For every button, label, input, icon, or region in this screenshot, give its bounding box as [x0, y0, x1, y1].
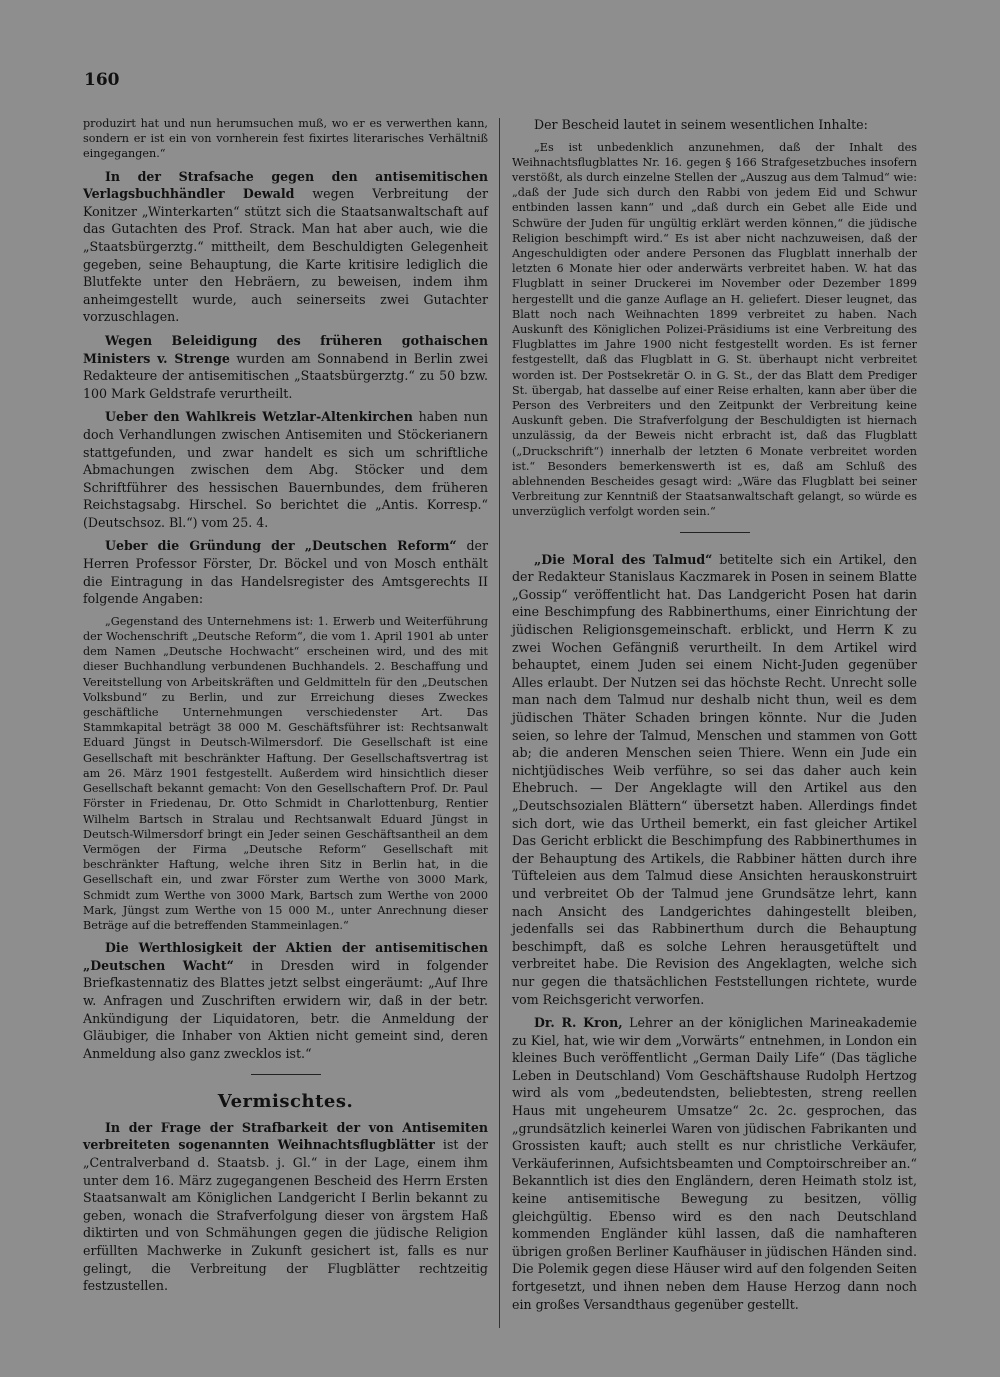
- article-talmud: [512, 551, 917, 1008]
- article-divider: [680, 532, 750, 533]
- article-body: wegen Verbreitung der Konitzer „Winterkarten“ stützt sich die Staatsanwaltschaft auf das Gutachten des Prof. Strack. Man hat aber auch, wie die „Staatsbürgerztg.“ mittheilt, dem Beschuldigten Gelegenheit gegeben, seine Behauptung, die Karte kritisire lediglich die Blutfekte unter den Hebräern, zu beweisen, indem ihm anheimgestellt wurde, auch seinerseits zwei Gutachter vorzuschlagen.: [83, 186, 488, 325]
- article-wetzlar: [83, 408, 488, 531]
- article-body: wurden am Sonnabend in Berlin zwei Redakteure der antisemitischen „Staatsbürgerztg.“ zu 50 bzw. 100 Mark Geldstrafe verurtheilt.: [83, 350, 488, 401]
- article-heading: „Die Moral des Talmud“: [534, 551, 713, 567]
- article-body: betitelte sich ein Artikel, den der Redakteur Stanislaus Kaczmarek in Posen in seinem Blatte „Gossip“ veröffentlicht hat. Das Landgericht Posen hat darin eine Beschimpfung des Rabbinerthums, einer Einrichtung der jüdischen Religionsgemeinschaft. erblickt, und Herrn K zu zwei Wochen Gefängniß verurtheilt. In dem Artikel wird behauptet, einem Juden sei einem Nicht-Juden gegenüber Alles erlaubt. Der Nutzen sei das höchste Recht. Unrecht solle man nach dem Talmud nur deshalb nicht thun, weil es dem jüdischen Thäter Schaden bringen könnte. Nur die Juden seien, so lehre der Talmud, Menschen und stammen von Gott ab; die anderen Menschen seien Thiere. Wenn ein Jude ein nichtjüdisches Weib verführe, so sei das daher auch kein Ehebruch. — Der Angeklagte will den Artikel aus den „Deutschsozialen Blättern“ übersetzt haben. Allerdings findet sich dort, wie das Urtheil bemerkt, ein fast gleicher Artikel Das Gericht erblickt die Beschimpfung des Rabbinerthumes in der Behauptung des Artikels, die Rabbiner hätten durch ihre Tüfteleien aus dem Talmud diese Ansichten herauskonstruirt und verbreitet Ob der Talmud jene Grundsätze lehrt, kann nach Ansicht des Landgerichtes dahingestellt bleiben, jedenfalls sei das Rabbinerthum durch die Behauptung beschimpft, daß es solche Lehren herausgetüftelt und verbreitet habe. Die Revision des Angeklagten, welche sich nur gegen die thatsächlichen Feststellungen richtete, wurde vom Reichsgericht verworfen.: [512, 551, 917, 1007]
- right-column: [512, 116, 917, 1319]
- column-divider: [499, 118, 500, 1328]
- article-heading: Ueber den Wahlkreis Wetzlar-Altenkirchen: [105, 409, 413, 425]
- article-body: Lehrer an der königlichen Marineakademie zu Kiel, hat, wie wir dem „Vorwärts“ entnehmen, in London ein kleines Buch veröffentlicht „German Daily Life“ (Das tägliche Leben in Deutschland) Vom Geschäftshause Rudolph Hertzog wird als vom „bedeutendsten, beliebtesten, streng reellen Haus mit ungeheurem Umsatze“ 2c. 2c. gesprochen, das „grundsätzlich keinerlei Waren von jüdischen Fabrikanten und Grossisten kauft; auch stellt es nur christliche Verkäufer, Verkäuferinnen, Aufsichtsbeamten und Comptoirschreiber an.“ Bekanntlich ist dies den Engländern, deren Heimath stolz ist, keine antisemitische Bewegung zu besitzen, völlig gleichgültig. Ebenso wird es den nach Deutschland kommenden Engländer kühl lassen, daß die namhafteren übrigen großen Berliner Kaufhäuser in jüdischen Händen sind. Die Polemik gegen diese Häuser wird auf den folgenden Seiten fortgesetzt, und ihnen neben dem Hause Herzog dann noch ein großes Versandthaus gegenüber gestellt.: [512, 1015, 917, 1312]
- page-number: 160: [84, 70, 120, 90]
- article-heading: Die Werthlosigkeit der Aktien der antisemitischen „Deutschen Wacht“: [83, 940, 488, 973]
- article-body: ist der „Centralverband d. Staatsb. j. Gl.“ in der Lage, einem ihm unter dem 16. März zugegangenen Bescheid des Herrn Ersten Staatsanwalt am Königlichen Landgericht I Berlin bekannt zu geben, wonach die Strafverfolgung dieser von ärgstem Haß diktirten und von Schmähungen gegen die jüdische Religion erfüllten Machwerke in Zukunft gesichert ist, falls es nur gelingt, die Verbreitung der Flugblätter rechtzeitig festzustellen.: [83, 1137, 488, 1294]
- left-column: [83, 116, 488, 1301]
- article-heading: Ueber die Gründung der „Deutschen Reform“: [105, 538, 457, 554]
- bescheid-intro: Der Bescheid lautet in seinem wesentlichen Inhalte:: [534, 117, 868, 132]
- article-body: in Dresden wird in folgender Briefkastennatiz des Blattes jetzt selbst eingeräumt: „Auf Ihre w. Anfragen und Zuschriften erwidern wir, daß in der betr. Ankündigung der Liquidatoren, betr. die Anmeldung der Gläubiger, die Inhaber von Aktien nicht gemeint sind, deren Anmeldung also ganz zwecklos ist.“: [83, 957, 488, 1061]
- register-quote: „Gegenstand des Unternehmens ist: 1. Erwerb und Weiterführung der Wochenschrift „Deutsche Reform“, die vom 1. April 1901 ab unter dem Namen „Deutsche Hochwacht“ erscheinen wird, und des mit dieser Buchhandlung verbundenen Buchhandels. 2. Beschaffung und Vereitstellung von Arbeitskräften und Geldmitteln für den „Deutschen Volksbund“ zu Berlin, und zur Erreichung dieses Zweckes geschäftliche Unternehmungen verschiedenster Art. Das Stammkapital beträgt 38 000 M. Geschäftsführer ist: Rechtsanwalt Eduard Jüngst in Deutsch-Wilmersdorf. Die Gesellschaft ist eine Gesellschaft mit beschränkter Haftung. Der Gesellschaftsvertrag ist am 26. März 1901 festgestellt. Außerdem wird hinsichtlich dieser Gesellschaft bekannt gemacht: Von den Gesellschaftern Prof. Dr. Paul Förster in Friedenau, Dr. Otto Schmidt in Charlottenburg, Rentier Wilhelm Bartsch in Stralau und Rechtsanwalt Eduard Jüngst in Deutsch-Wilmersdorf bringt ein Jeder seinen Geschäftsantheil an dem Vermögen der Firma „Deutsche Reform“ Gesellschaft mit beschränkter Haftung, welche ihren Sitz in Berlin hat, in die Gesellschaft ein, und zwar Förster zum Werthe von 3000 Mark, Schmidt zum Werthe von 3000 Mark, Bartsch zum Werthe von 2000 Mark, Jüngst zum Werthe von 15 000 M., unter Anrechnung dieser Beträge auf die betreffenden Stammeinlagen.“: [83, 614, 488, 932]
- article-kron: [512, 1014, 917, 1313]
- article-deutsche-wacht: [83, 939, 488, 1062]
- article-body: der Herren Professor Förster, Dr. Böckel und von Mosch enthält die Eintragung in das Handelsregister des Amtsgerechts II folgende Angaben:: [83, 538, 488, 607]
- article-continuation: produzirt hat und nun herumsuchen muß, wo er es verwerthen kann, sondern er ist ein von vornherein fest fixirtes literarisches Verhältniß eingegangen.“: [83, 117, 488, 161]
- section-title: Vermischtes.: [217, 1091, 354, 1113]
- article-heading: In der Frage der Strafbarkeit der von Antisemiten verbreiteten sogenannten Weihnachtsflugblätter: [83, 1119, 488, 1153]
- article-body: haben nun doch Verhandlungen zwischen Antisemiten und Stöckerianern stattgefunden, und zwar handelt es sich um schriftliche Abmachungen zwischen dem Abg. Stöcker und dem Schriftführer des hessischen Bauernbundes, dem früheren Reichstagsabg. Hirschel. So berichtet die „Antis. Korresp.“ (Deutschsoz. Bl.“) vom 25. 4.: [83, 409, 488, 530]
- section-divider: [251, 1074, 321, 1075]
- article-heading: In der Strafsache gegen den antisemitischen Verlagsbuchhändler Dewald: [83, 168, 488, 202]
- article-heading: Dr. R. Kron,: [534, 1015, 623, 1031]
- article-heading: Wegen Beleidigung des früheren gothaischen Ministers v. Strenge: [83, 332, 488, 366]
- article-deutsche-reform: [83, 537, 488, 607]
- article-dewald: [83, 168, 488, 326]
- bescheid-quote: „Es ist unbedenklich anzunehmen, daß der Inhalt des Weihnachtsflugblattes Nr. 16. gegen § 166 Strafgesetzbuches insofern verstößt, als durch einzelne Stellen der „Auszug aus dem Talmud“ wie: „daß der Jude sich durch den Rabbi von jedem Eid und Schwur entbinden lassen kann“ und „daß durch ein Gebet alle Eide und Schwüre der Juden für ungültig erklärt werden können,“ die jüdische Religion beschimpft wird.“ Es ist aber nicht nachzuweisen, daß der Angeschuldigten oder andere Personen das Flugblatt innerhalb der letzten 6 Monate hier oder anderwärts verbreitet haben. W. hat das Flugblatt in seiner Druckerei im November oder Dezember 1899 hergestellt und die ganze Auflage an H. geliefert. Dieser leugnet, das Blatt noch nach Weihnachten 1899 verbreitet zu haben. Nach Auskunft des Königlichen Polizei-Präsidiums ist eine Verbreitung des Flugblattes im Jahre 1900 nicht festgestellt worden. Es ist ferner festgestellt, daß das Flugblatt in G. St. überhaupt nicht verbreitet worden ist. Der Postsekretär O. in G. St., der das Blatt dem Prediger St. übergab, hat dasselbe auf einer Reise erhalten, kann aber über die Person des Verbreiters und den Zeitpunkt der Verbreitung keine Auskunft geben. Die Strafverfolgung der Beschuldigten ist hiernach unzulässig, da der Beweis nicht erbracht ist, daß das Flugblatt („Druckschrift“) innerhalb der letzten 6 Monate verbreitet worden ist.“ Besonders bemerkenswerth ist es, daß am Schluß des ablehnenden Bescheides gesagt wird: „Wäre das Flugblatt bei seiner Verbreitung zur Kenntniß der Staatsanwaltschaft gelangt, so würde es unverzüglich verfolgt worden sein.“: [512, 140, 917, 519]
- article-weihnachtsflugblaetter: [83, 1119, 488, 1295]
- article-strenge: [83, 332, 488, 402]
